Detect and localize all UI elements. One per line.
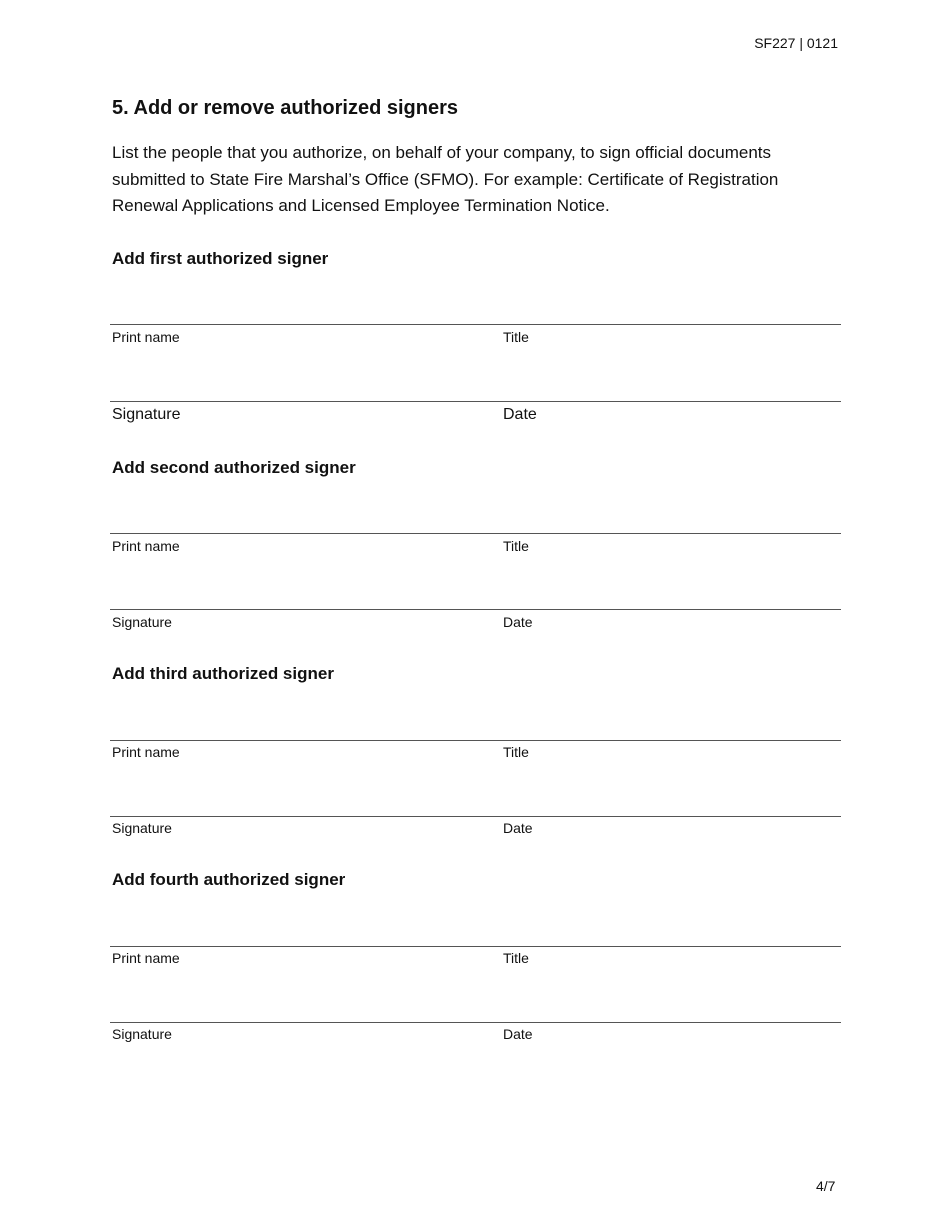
date-label: Date (503, 820, 533, 836)
date-label: Date (503, 406, 537, 423)
title-label: Title (503, 744, 529, 760)
title-label: Title (503, 950, 529, 966)
date-label: Date (503, 1026, 533, 1042)
signature-field-line[interactable] (110, 401, 841, 402)
title-label: Title (503, 538, 529, 554)
signer-heading: Add first authorized signer (112, 249, 329, 268)
signature-field-line[interactable] (110, 609, 841, 610)
print-name-label: Print name (112, 950, 180, 966)
signature-field-line[interactable] (110, 816, 841, 817)
print-name-field-line[interactable] (110, 324, 841, 325)
print-name-field-line[interactable] (110, 533, 841, 534)
signature-label: Signature (112, 820, 172, 836)
signer-heading: Add third authorized signer (112, 664, 334, 683)
print-name-label: Print name (112, 538, 180, 554)
print-name-label: Print name (112, 744, 180, 760)
signature-label: Signature (112, 406, 181, 423)
signer-heading: Add fourth authorized signer (112, 870, 346, 889)
signature-label: Signature (112, 1026, 172, 1042)
date-label: Date (503, 614, 533, 630)
signer-heading: Add second authorized signer (112, 458, 356, 477)
form-code: SF227 | 0121 (754, 35, 838, 51)
print-name-label: Print name (112, 329, 180, 345)
print-name-field-line[interactable] (110, 740, 841, 741)
section-title: 5. Add or remove authorized signers (112, 97, 459, 119)
print-name-field-line[interactable] (110, 946, 841, 947)
page-number: 4/7 (816, 1178, 836, 1194)
signature-field-line[interactable] (110, 1022, 841, 1023)
signature-label: Signature (112, 614, 172, 630)
section-intro: List the people that you authorize, on behalf of your company, to sign official documents submitted to State Fire Marshal’s Office (SFMO). For example: Certificate of Registration Renewal Applications and Licensed Employee Termination Notice. (112, 143, 779, 215)
title-label: Title (503, 329, 529, 345)
